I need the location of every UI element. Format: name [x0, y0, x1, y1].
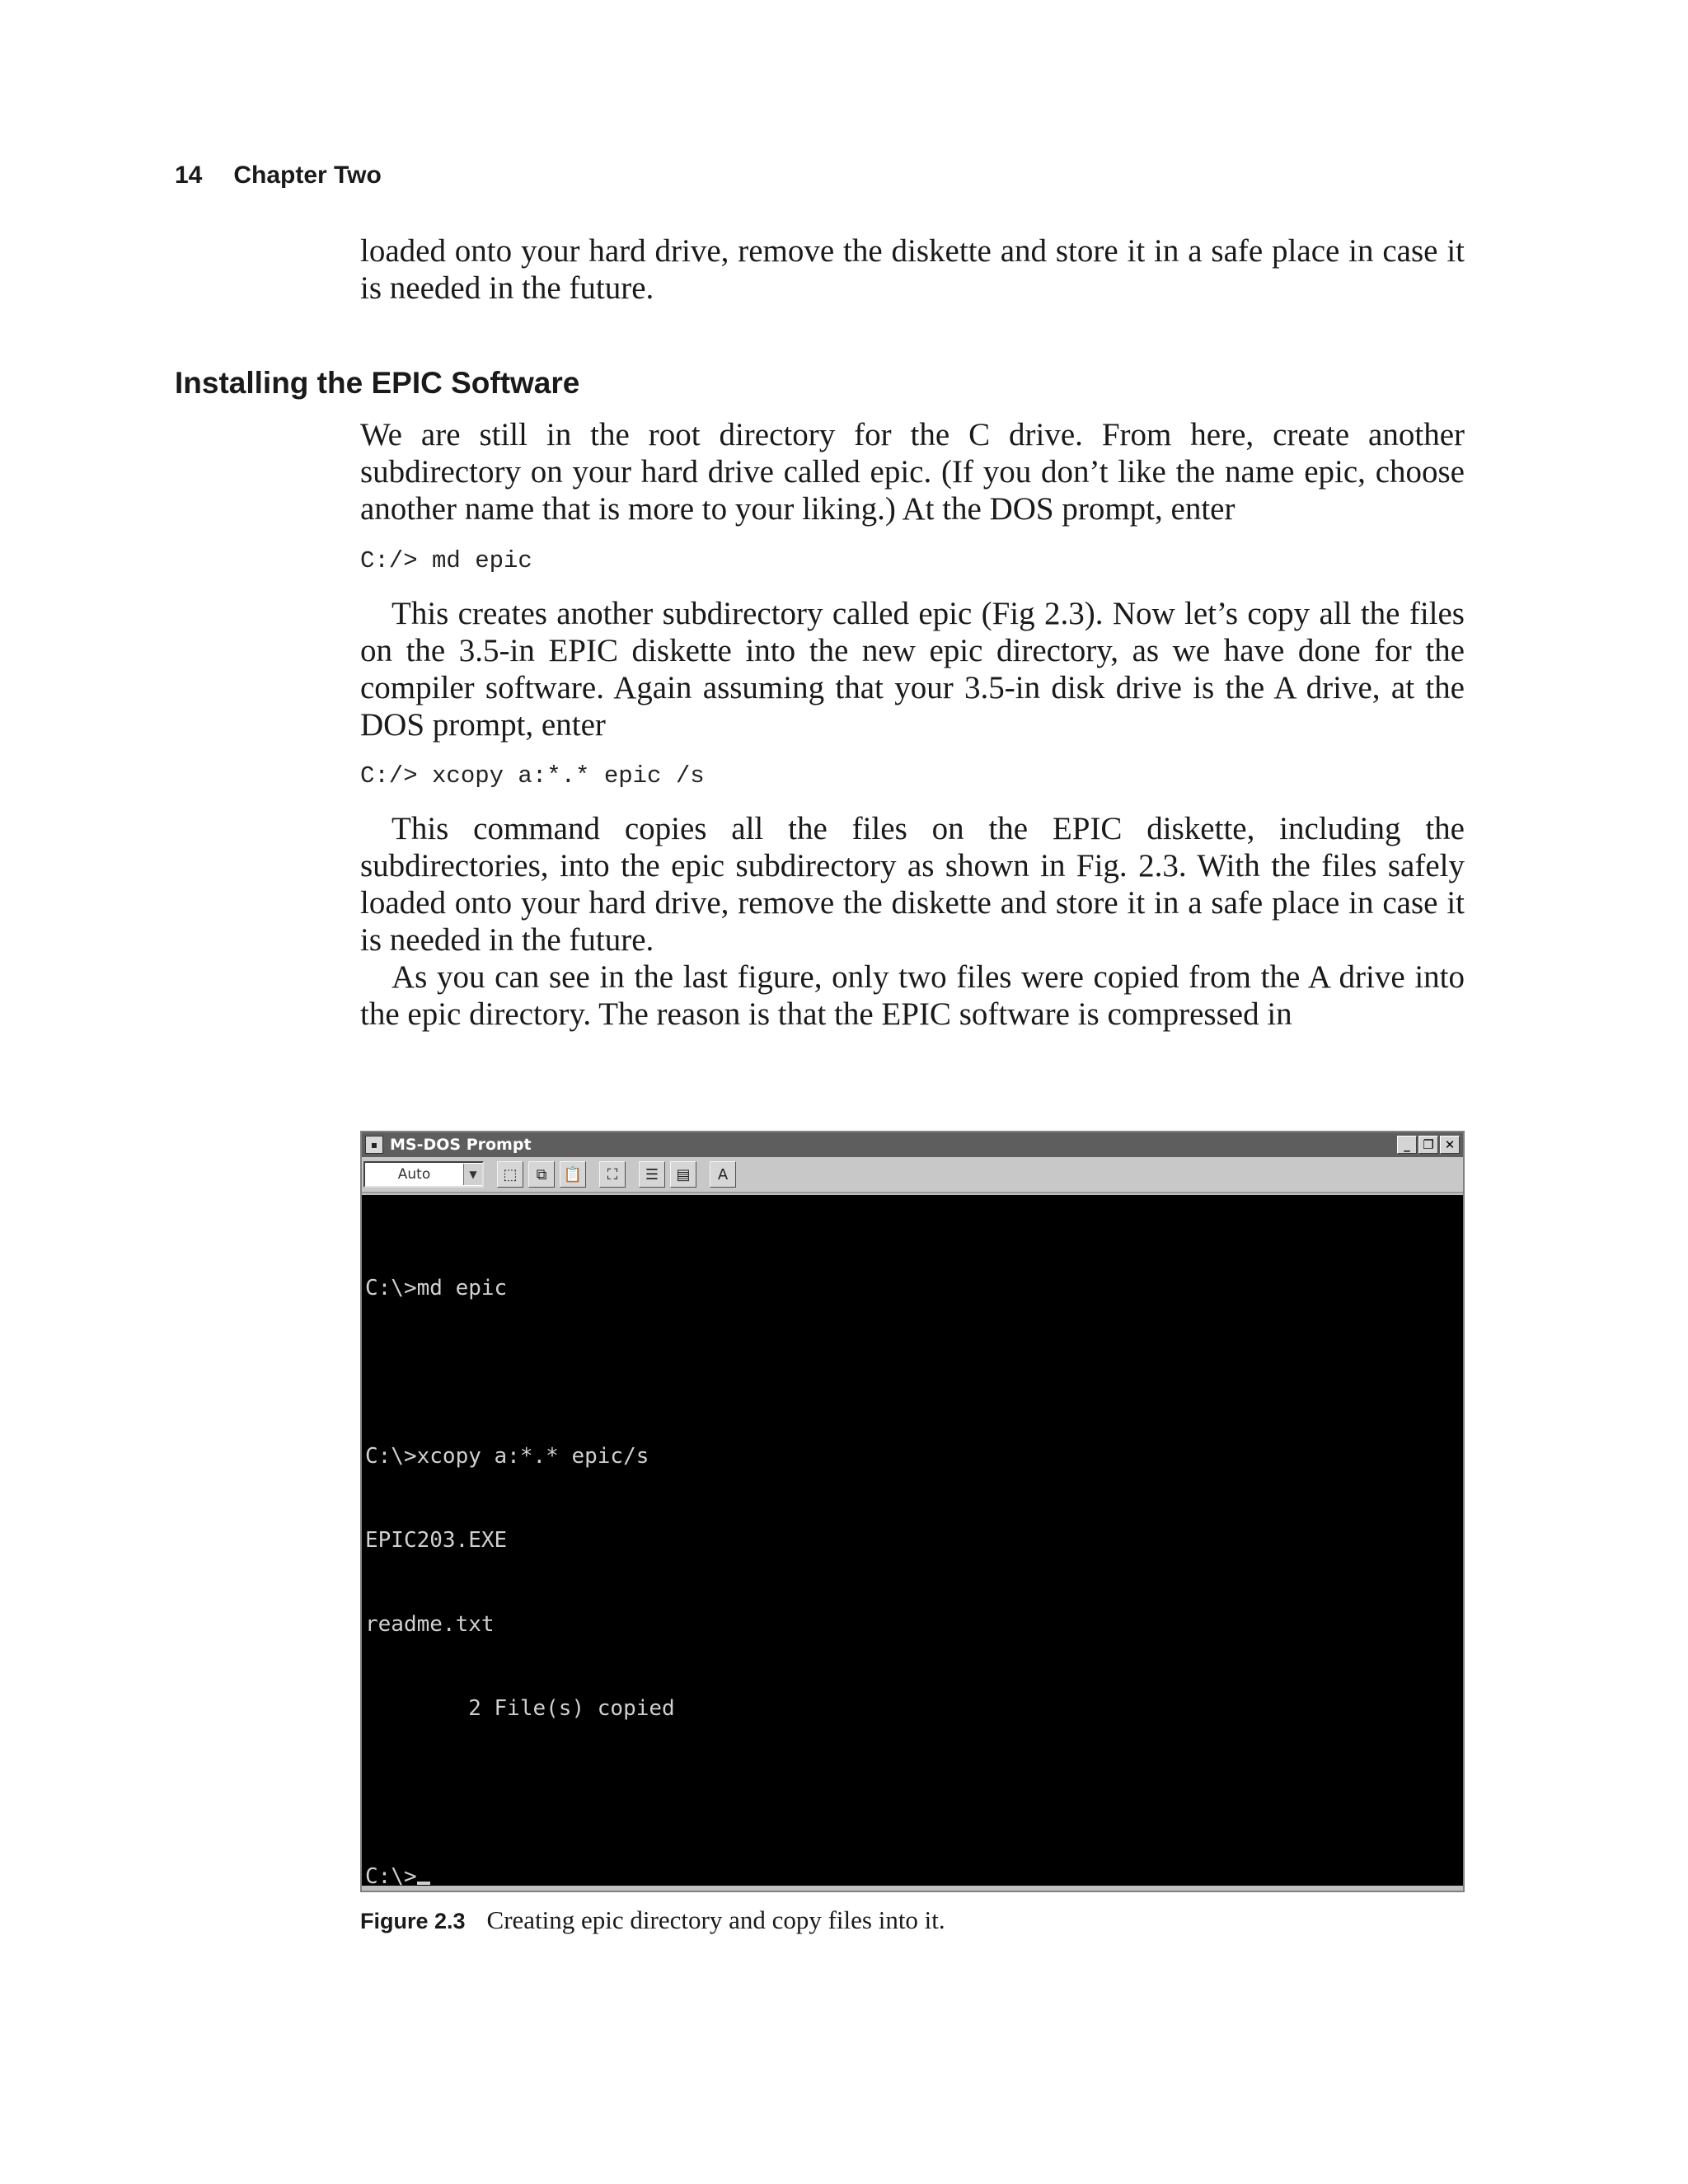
intro-paragraph: loaded onto your hard drive, remove the diskette and store it in a safe place in case it is needed in the future.	[360, 233, 1465, 306]
figure-label: Figure 2.3	[360, 1909, 466, 1933]
mark-icon[interactable]: ⬚	[497, 1161, 523, 1188]
section-para-3-block	[360, 810, 1465, 1033]
console-line	[365, 1779, 1460, 1807]
dos-toolbar	[362, 1157, 1463, 1193]
page-number: 14	[175, 162, 203, 189]
figure-caption	[360, 1905, 945, 1935]
running-header	[175, 162, 382, 190]
console-line: C:\>md epic	[365, 1276, 508, 1301]
restore-button[interactable]: ❐	[1418, 1136, 1438, 1154]
console-line: EPIC203.EXE	[365, 1528, 508, 1553]
font-icon[interactable]: A	[710, 1161, 736, 1188]
console-line: readme.txt	[365, 1612, 495, 1637]
section-heading: Installing the EPIC Software	[175, 366, 580, 400]
console-prompt-line	[365, 1863, 1460, 1891]
window-titlebar[interactable]	[362, 1132, 1463, 1157]
window-title: MS-DOS Prompt	[390, 1136, 532, 1154]
fullscreen-icon[interactable]: ⛶	[599, 1161, 626, 1188]
chapter-title: Chapter Two	[233, 162, 382, 189]
figure-caption-text: Creating epic directory and copy files into it.	[486, 1905, 945, 1934]
window-controls	[1397, 1136, 1460, 1154]
font-size-value: Auto	[397, 1166, 431, 1183]
code-md-epic: C:/> md epic	[360, 547, 532, 574]
ms-dos-prompt-window	[360, 1131, 1465, 1892]
section-paragraph-3: This command copies all the files on the EPIC diskette, including the subdirectories, into the epic subdirectory as shown in Fig. 2.3. With the files safely loaded onto your hard drive, remove the diskette and store it in a safe place in case it is needed in the future.	[360, 811, 1465, 958]
section-paragraph-1: We are still in the root directory for the C drive. From here, create another subdirectory on your hard drive called epic. (If you don’t like the name epic, choose another name that is more to your liking.) At the DOS prompt, enter	[360, 417, 1465, 527]
console-line	[365, 1358, 1460, 1386]
section-para-1-block	[360, 416, 1465, 527]
msdos-app-icon[interactable]: ▪	[365, 1136, 383, 1154]
properties-icon[interactable]: ☰	[639, 1161, 665, 1188]
section-para-2-block	[360, 595, 1465, 743]
copy-icon[interactable]: ⧉	[528, 1161, 555, 1188]
paste-icon[interactable]: 📋	[560, 1161, 586, 1188]
font-size-select[interactable]	[363, 1161, 484, 1188]
text-cursor	[417, 1882, 430, 1885]
section-paragraph-4: As you can see in the last figure, only two files were copied from the A drive into the epic directory. The reason is that the EPIC software is compressed in	[360, 959, 1465, 1032]
console-prompt: C:\>	[365, 1864, 417, 1889]
minimize-button[interactable]: _	[1397, 1136, 1417, 1154]
close-button[interactable]: ✕	[1440, 1136, 1460, 1154]
section-paragraph-2: This creates another subdirectory called epic (Fig 2.3). Now let’s copy all the files on the 3.5-in EPIC diskette into the new epic directory, as we have done for the compiler software. Again assuming that your 3.5-in disk drive is the A drive, at the DOS prompt, enter	[360, 596, 1465, 743]
chevron-down-icon[interactable]: ▼	[463, 1164, 482, 1185]
console-screen[interactable]	[362, 1195, 1463, 1889]
background-icon[interactable]: ▤	[670, 1161, 696, 1188]
intro-block	[360, 232, 1465, 307]
console-line: C:\>xcopy a:*.* epic/s	[365, 1444, 649, 1469]
code-xcopy: C:/> xcopy a:*.* epic /s	[360, 762, 705, 790]
console-line: 2 File(s) copied	[365, 1696, 675, 1721]
